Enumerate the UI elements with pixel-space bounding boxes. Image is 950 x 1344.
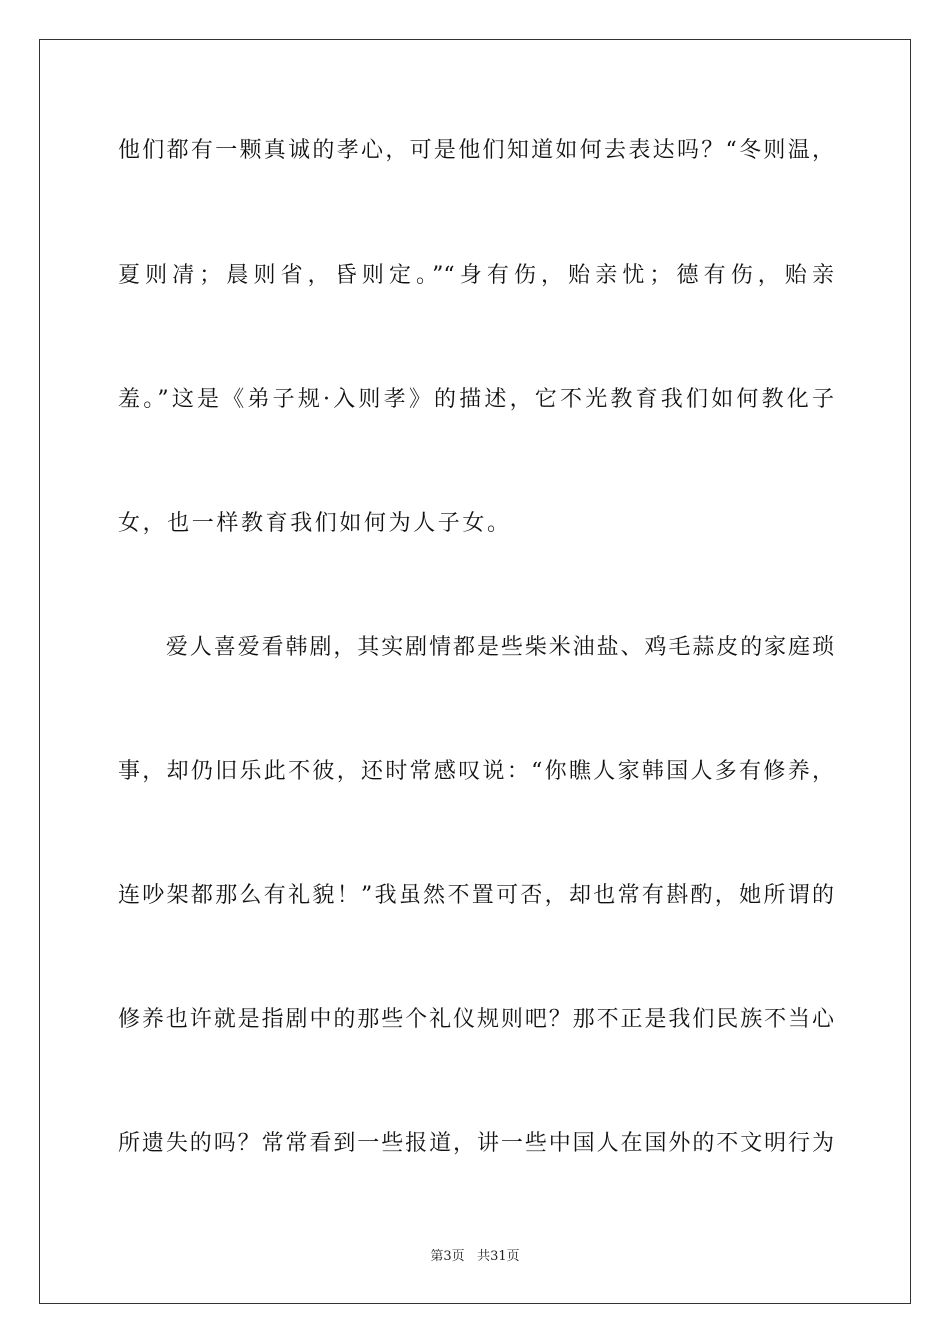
text-line: 连吵架都那么有礼貌！”我虽然不置可否，却也常有斟酌，她所谓的 (118, 883, 834, 908)
page-frame (39, 39, 911, 1304)
text-line: 夏则凊；晨则省，昏则定。”“身有伤，贻亲忧；德有伤，贻亲 (118, 263, 834, 288)
page-number: 第3页 (430, 1249, 465, 1264)
text-line: 修养也许就是指剧中的那些个礼仪规则吧？那不正是我们民族不当心 (118, 1007, 834, 1032)
text-line: 羞。”这是《弟子规·入则孝》的描述，它不光教育我们如何教化子 (118, 387, 834, 412)
page-footer (0, 1248, 950, 1266)
text-line: 女，也一样教育我们如何为人子女。 (118, 511, 512, 536)
text-line: 所遗失的吗？常常看到一些报道，讲一些中国人在国外的不文明行为 (118, 1131, 834, 1156)
text-line: 事，却仍旧乐此不彼，还时常感叹说：“你瞧人家韩国人多有修养， (118, 759, 834, 784)
page-total: 共31页 (477, 1249, 520, 1264)
text-line: 爱人喜爱看韩剧，其实剧情都是些柴米油盐、鸡毛蒜皮的家庭琐 (118, 635, 834, 660)
text-line: 他们都有一颗真诚的孝心，可是他们知道如何去表达吗？“冬则温， (118, 138, 834, 163)
